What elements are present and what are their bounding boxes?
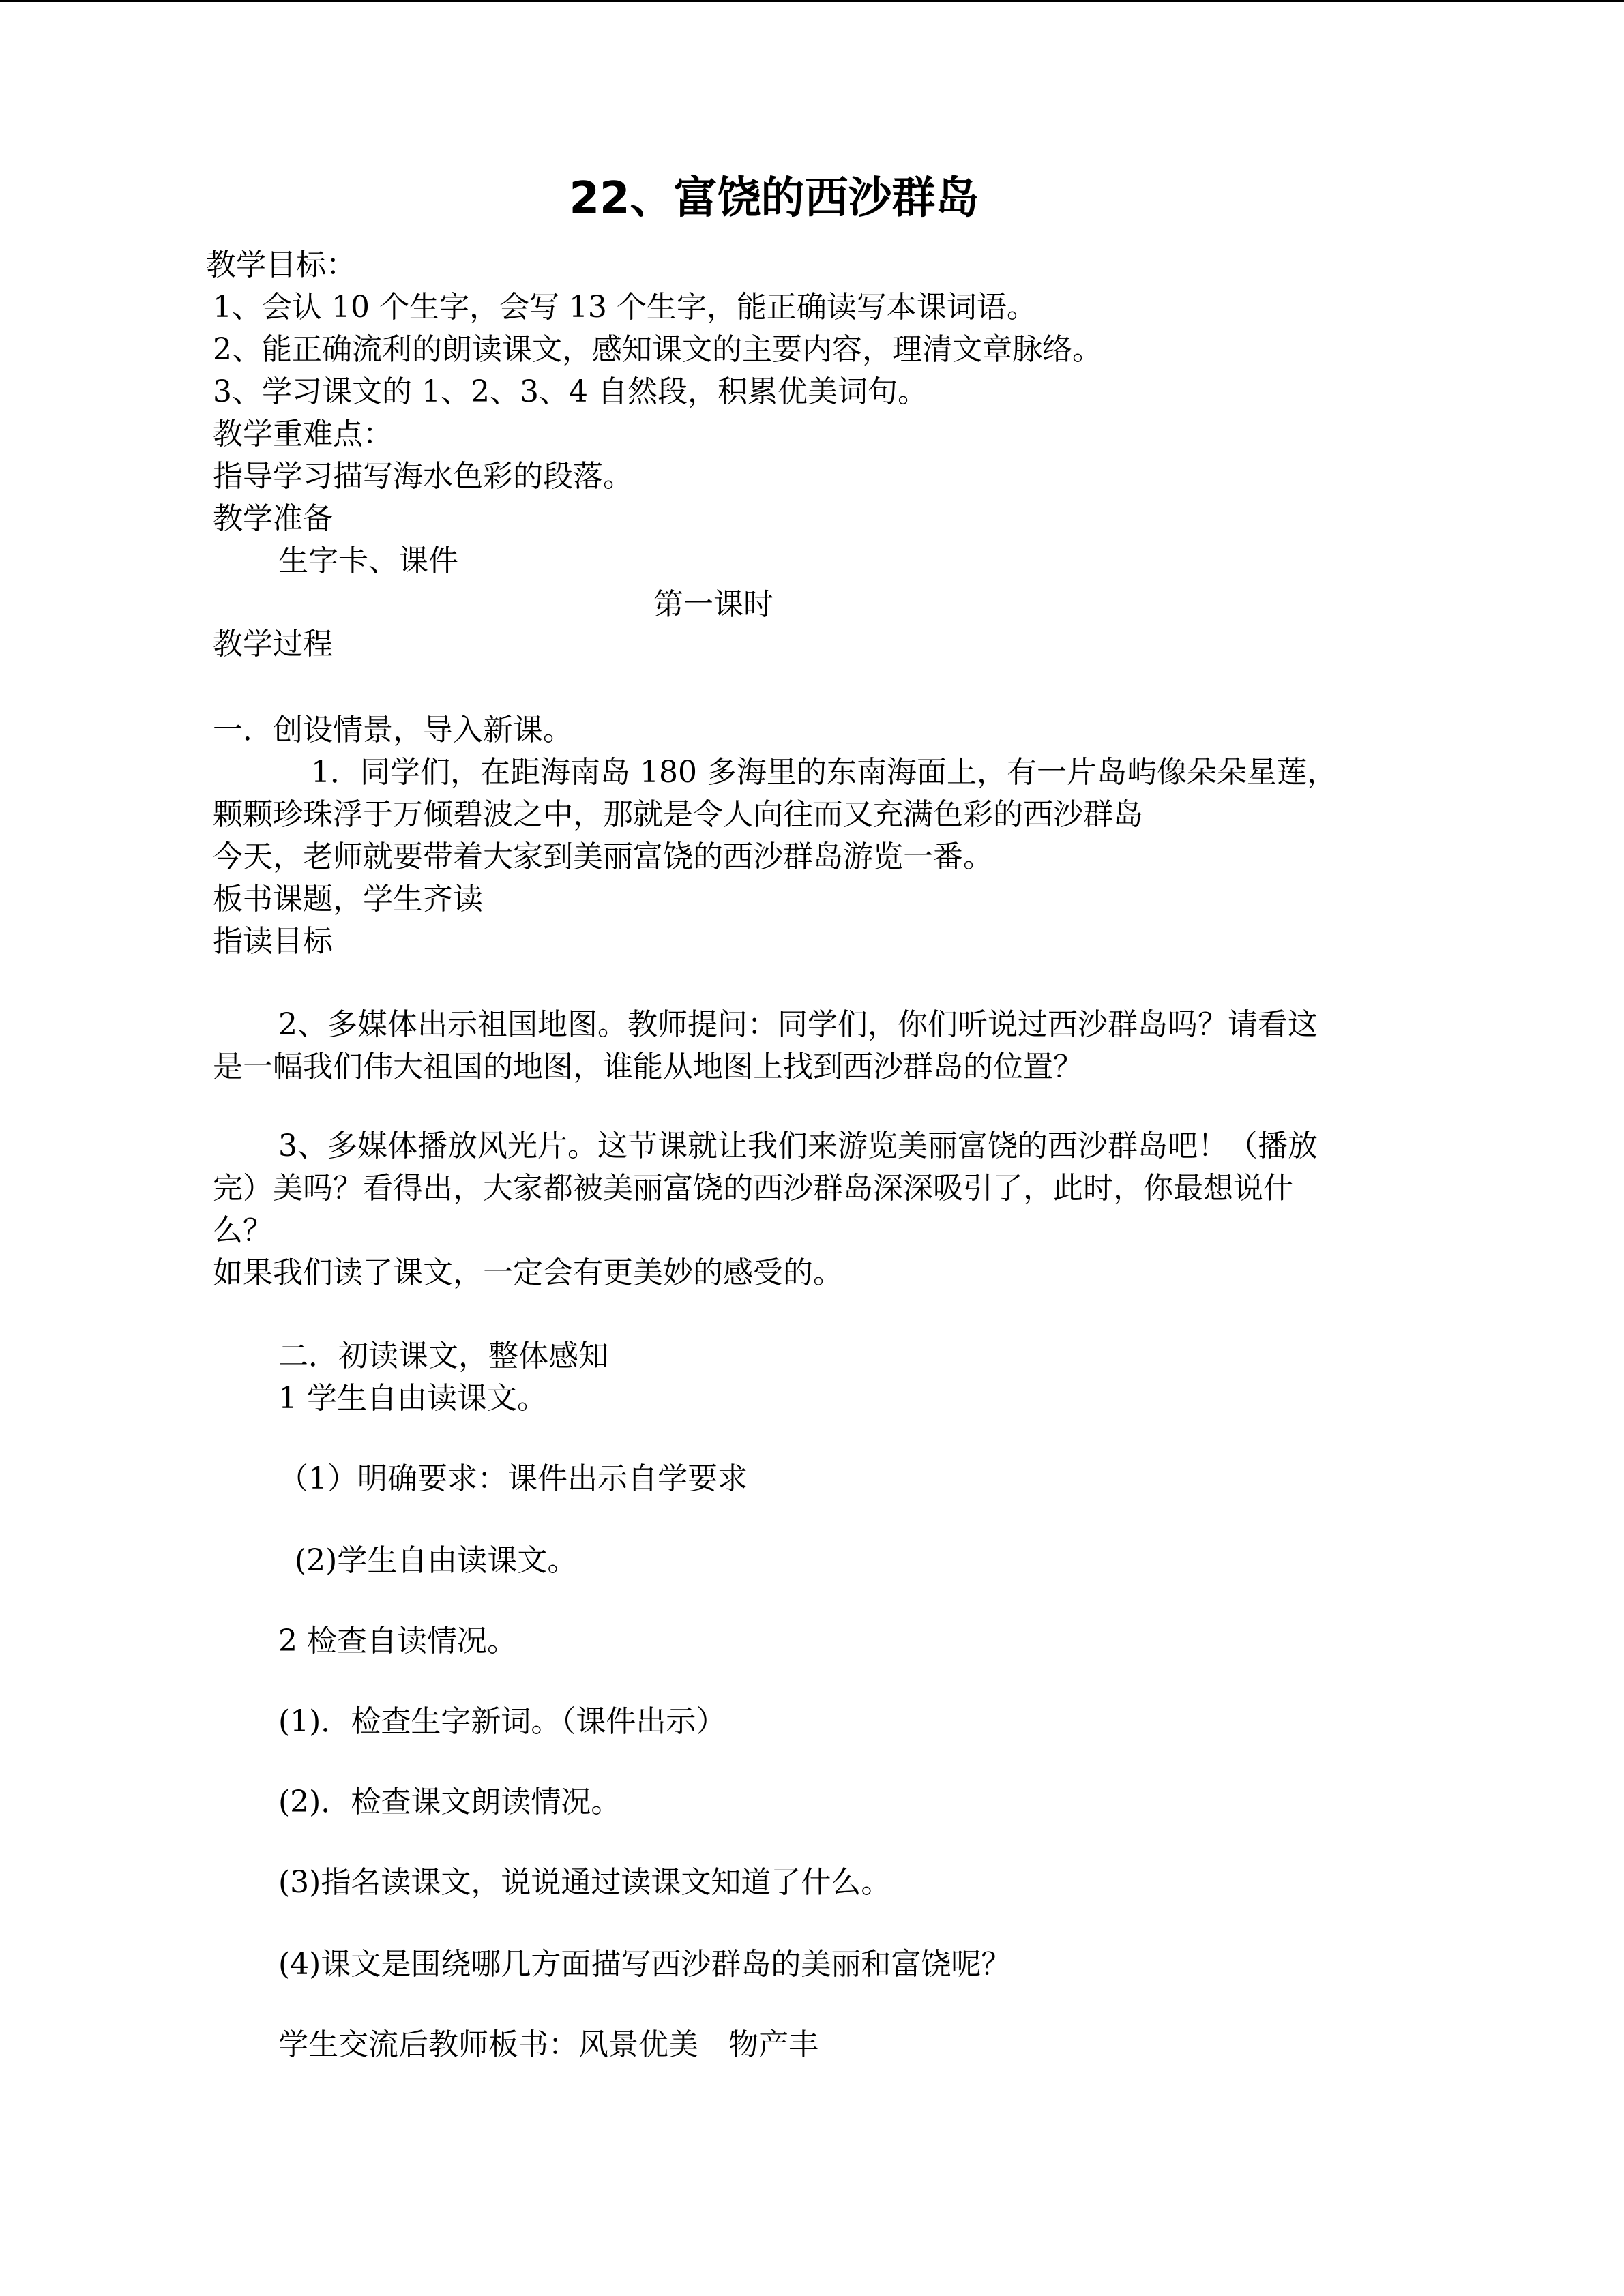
paragraph-line: 完）美吗？看得出，大家都被美丽富饶的西沙群岛深深吸引了，此时，你最想说什 bbox=[213, 1171, 1293, 1206]
heading-preparation: 教学准备 bbox=[213, 501, 333, 536]
preparation-text: 生字卡、课件 bbox=[278, 543, 458, 578]
document-title: 22、富饶的西沙群岛 bbox=[569, 173, 979, 224]
section-1-heading: 一．创设情景，导入新课。 bbox=[213, 713, 573, 747]
paragraph-line: 指读目标 bbox=[213, 924, 333, 959]
heading-teaching-goals: 教学目标： bbox=[206, 248, 356, 282]
step-line: （1）明确要求：课件出示自学要求 bbox=[278, 1461, 748, 1496]
step-line: (4)课文是围绕哪几方面描写西沙群岛的美丽和富饶呢？ bbox=[278, 1947, 1012, 1982]
section-2-heading: 二．初读课文，整体感知 bbox=[278, 1339, 608, 1373]
heading-teaching-process: 教学过程 bbox=[213, 627, 333, 661]
key-point-text: 指导学习描写海水色彩的段落。 bbox=[213, 459, 633, 494]
paragraph-line: 2、多媒体出示祖国地图。教师提问：同学们，你们听说过西沙群岛吗？请看这 bbox=[278, 1007, 1318, 1042]
step-line: 1 学生自由读课文。 bbox=[278, 1381, 547, 1416]
step-line: 2 检查自读情况。 bbox=[278, 1624, 517, 1658]
heading-key-points: 教学重难点： bbox=[213, 417, 393, 451]
paragraph-line: 么？ bbox=[213, 1213, 273, 1248]
goal-3: 3、学习课文的 1、2、3、4 自然段，积累优美词句。 bbox=[213, 374, 928, 409]
paragraph-line: 如果我们读了课文，一定会有更美妙的感受的。 bbox=[213, 1255, 843, 1290]
goal-1: 1、会认 10 个生字，会写 13 个生字，能正确读写本课词语。 bbox=[213, 290, 1037, 325]
lesson-heading: 第一课时 bbox=[653, 587, 773, 622]
goal-2: 2、能正确流利的朗读课文，感知课文的主要内容，理清文章脉络。 bbox=[213, 332, 1102, 367]
paragraph-line: 3、多媒体播放风光片。这节课就让我们来游览美丽富饶的西沙群岛吧！（播放 bbox=[278, 1129, 1318, 1163]
paragraph-line: 今天，老师就要带着大家到美丽富饶的西沙群岛游览一番。 bbox=[213, 839, 993, 874]
step-line: (2)学生自由读课文。 bbox=[295, 1543, 578, 1578]
paragraph-line: 1．同学们，在距海南岛 180 多海里的东南海面上，有一片岛屿像朵朵星莲， bbox=[311, 755, 1337, 790]
step-line: (3)指名读课文，说说通过读课文知道了什么。 bbox=[278, 1865, 891, 1900]
paragraph-line: 是一幅我们伟大祖国的地图，谁能从地图上找到西沙群岛的位置？ bbox=[213, 1049, 1083, 1084]
step-line: (2)．检查课文朗读情况。 bbox=[278, 1785, 621, 1819]
step-line: (1)．检查生字新词。（课件出示） bbox=[278, 1704, 726, 1739]
paragraph-line: 颗颗珍珠浮于万倾碧波之中，那就是令人向往而又充满色彩的西沙群岛 bbox=[213, 797, 1143, 832]
step-line: 学生交流后教师板书：风景优美 物产丰 bbox=[278, 2027, 818, 2062]
paragraph-line: 板书课题，学生齐读 bbox=[213, 882, 483, 916]
